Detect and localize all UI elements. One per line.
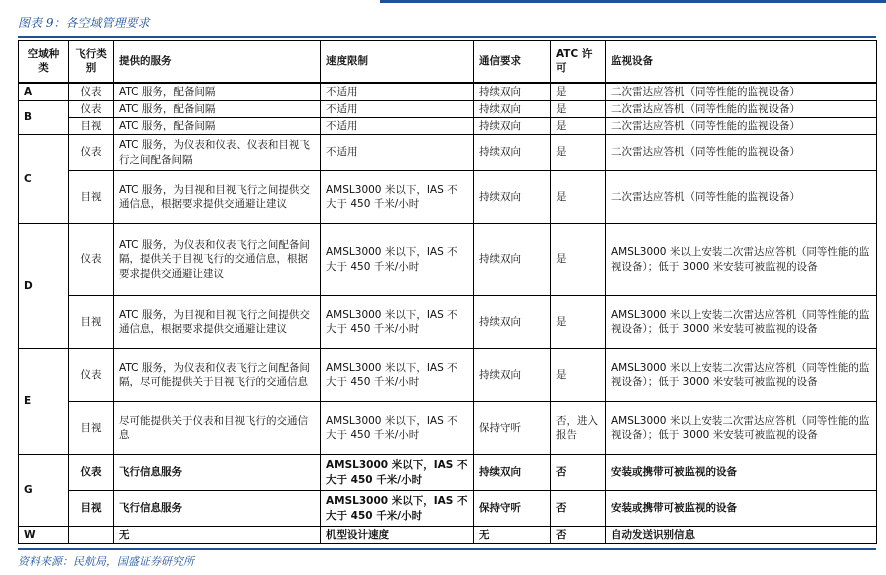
cell-service: 飞行信息服务: [114, 491, 321, 527]
cell-service: 无: [114, 527, 321, 544]
cell-comm: 持续双向: [474, 171, 551, 224]
cell-flight: 仪表: [69, 135, 114, 171]
cell-comm: 持续双向: [474, 224, 551, 296]
cell-atc: 是: [551, 135, 606, 171]
cell-flight: 目视: [69, 117, 114, 134]
cell-speed: 不适用: [321, 117, 474, 134]
cell-service: 尽可能提供关于仪表和目视飞行的交通信息: [114, 402, 321, 455]
cell-comm: 保持守听: [474, 402, 551, 455]
header-speed-limit: 速度限制: [321, 41, 474, 83]
cell-speed: AMSL3000 米以下，IAS 不大于 450 千米/小时: [321, 402, 474, 455]
cell-speed: AMSL3000 米以下，IAS 不大于 450 千米/小时: [321, 455, 474, 491]
cell-service: ATC 服务，配备间隔: [114, 100, 321, 117]
cell-airspace: D: [19, 224, 69, 349]
figure-title: 图表 9：各空域管理要求: [18, 16, 150, 30]
cell-service: ATC 服务，配备间隔: [114, 117, 321, 134]
cell-atc: 否，进入报告: [551, 402, 606, 455]
header-airspace-type: 空域种类: [19, 41, 69, 83]
cell-atc: 是: [551, 349, 606, 402]
cell-surveillance: 二次雷达应答机（同等性能的监视设备）: [606, 135, 877, 171]
cell-comm: 持续双向: [474, 135, 551, 171]
cell-service: ATC 服务，为仪表和仪表飞行之间配备间隔，提供关于目视飞行的交通信息，根据要求提供交通避让建议: [114, 224, 321, 296]
table-row: [19, 491, 877, 527]
cell-flight: 目视: [69, 296, 114, 349]
cell-flight: [69, 527, 114, 544]
cell-speed: AMSL3000 米以下，IAS 不大于 450 千米/小时: [321, 491, 474, 527]
header-flight-type: 飞行类别: [69, 41, 114, 83]
cell-airspace: A: [19, 83, 69, 101]
cell-flight: 目视: [69, 491, 114, 527]
table-row: [19, 117, 877, 134]
cell-comm: 持续双向: [474, 117, 551, 134]
cell-speed: 不适用: [321, 100, 474, 117]
source-rule: [18, 548, 876, 550]
cell-flight: 仪表: [69, 349, 114, 402]
cell-speed: AMSL3000 米以下，IAS 不大于 450 千米/小时: [321, 349, 474, 402]
cell-comm: 持续双向: [474, 83, 551, 101]
cell-atc: 是: [551, 296, 606, 349]
table-row: [19, 296, 877, 349]
table-row: [19, 100, 877, 117]
cell-atc: 否: [551, 527, 606, 544]
cell-airspace: E: [19, 349, 69, 455]
cell-surveillance: 安装或携带可被监视的设备: [606, 455, 877, 491]
cell-surveillance: AMSL3000 米以上安装二次雷达应答机（同等性能的监视设备）；低于 3000 米安装可被监视的设备: [606, 349, 877, 402]
cell-atc: 是: [551, 100, 606, 117]
header-surveillance: 监视设备: [606, 41, 877, 83]
cell-flight: 仪表: [69, 455, 114, 491]
cell-speed: AMSL3000 米以下，IAS 不大于 450 千米/小时: [321, 224, 474, 296]
table-row: [19, 402, 877, 455]
cell-speed: 不适用: [321, 135, 474, 171]
cell-atc: 否: [551, 455, 606, 491]
cell-flight: 目视: [69, 402, 114, 455]
header-atc-permission: ATC 许可: [551, 41, 606, 83]
table-row: [19, 224, 877, 296]
cell-speed: AMSL3000 米以下，IAS 不大于 450 千米/小时: [321, 296, 474, 349]
cell-comm: 无: [474, 527, 551, 544]
cell-speed: AMSL3000 米以下，IAS 不大于 450 千米/小时: [321, 171, 474, 224]
cell-service: ATC 服务，为仪表和仪表、仪表和目视飞行之间配备间隔: [114, 135, 321, 171]
cell-airspace: C: [19, 135, 69, 224]
cell-speed: 机型设计速度: [321, 527, 474, 544]
cell-atc: 否: [551, 491, 606, 527]
cell-speed: 不适用: [321, 83, 474, 101]
cell-atc: 是: [551, 171, 606, 224]
table-row: [19, 527, 877, 544]
cell-flight: 目视: [69, 171, 114, 224]
cell-surveillance: AMSL3000 米以上安装二次雷达应答机（同等性能的监视设备）；低于 3000 米安装可被监视的设备: [606, 224, 877, 296]
header-comm-requirement: 通信要求: [474, 41, 551, 83]
cell-service: ATC 服务，为仪表和仪表飞行之间配备间隔，尽可能提供关于目视飞行的交通信息: [114, 349, 321, 402]
table-row: [19, 83, 877, 101]
cell-surveillance: 二次雷达应答机（同等性能的监视设备）: [606, 171, 877, 224]
table-row: [19, 349, 877, 402]
cell-surveillance: 二次雷达应答机（同等性能的监视设备）: [606, 100, 877, 117]
header-service: 提供的服务: [114, 41, 321, 83]
cell-flight: 仪表: [69, 224, 114, 296]
table-row: [19, 455, 877, 491]
cell-comm: 持续双向: [474, 455, 551, 491]
cell-comm: 保持守听: [474, 491, 551, 527]
cell-service: ATC 服务，为目视和目视飞行之间提供交通信息，根据要求提供交通避让建议: [114, 296, 321, 349]
cell-airspace: B: [19, 100, 69, 134]
cell-flight: 仪表: [69, 83, 114, 101]
cell-atc: 是: [551, 117, 606, 134]
cell-service: ATC 服务，为目视和目视飞行之间提供交通信息，根据要求提供交通避让建议: [114, 171, 321, 224]
cell-comm: 持续双向: [474, 349, 551, 402]
airspace-requirements-table: [18, 40, 877, 544]
cell-service: ATC 服务，配备间隔: [114, 83, 321, 101]
cell-atc: 是: [551, 224, 606, 296]
cell-flight: 仪表: [69, 100, 114, 117]
cell-atc: 是: [551, 83, 606, 101]
cell-surveillance: 二次雷达应答机（同等性能的监视设备）: [606, 117, 877, 134]
cell-surveillance: 自动发送识别信息: [606, 527, 877, 544]
cell-service: 飞行信息服务: [114, 455, 321, 491]
cell-airspace: W: [19, 527, 69, 544]
cell-comm: 持续双向: [474, 296, 551, 349]
source-note: 资料来源：民航局，国盛证券研究所: [18, 555, 194, 568]
cell-airspace: G: [19, 455, 69, 527]
cell-surveillance: 安装或携带可被监视的设备: [606, 491, 877, 527]
top-accent-line: [380, 0, 886, 3]
cell-surveillance: AMSL3000 米以上安装二次雷达应答机（同等性能的监视设备）；低于 3000 米安装可被监视的设备: [606, 402, 877, 455]
cell-comm: 持续双向: [474, 100, 551, 117]
cell-surveillance: 二次雷达应答机（同等性能的监视设备）: [606, 83, 877, 101]
title-rule: [18, 36, 876, 38]
table-row: [19, 135, 877, 171]
cell-surveillance: AMSL3000 米以上安装二次雷达应答机（同等性能的监视设备）；低于 3000 米安装可被监视的设备: [606, 296, 877, 349]
table-row: [19, 171, 877, 224]
table-header-row: [19, 41, 877, 83]
